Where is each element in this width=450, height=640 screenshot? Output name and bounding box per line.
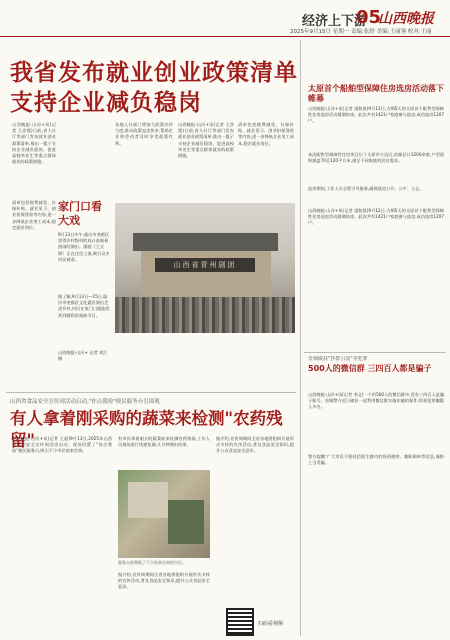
masthead [0,0,450,38]
second-body-col2: 有市民拿着刚买的蔬菜前来检测农药残留,工作人员现场进行快速检测,几分钟便出结果。 [118,436,210,448]
food-safety-photo [118,470,210,558]
lead-body-col4: 清单包括税费减免、社保补贴、就业见习、创业担保贷款等内容,进一步降低企业用工成本,稳定就业岗位。 [238,122,294,146]
right-body-1c: 选房期间,工作人员全程引导服务,确保选房公开、公平、公正。 [308,186,424,191]
sidebar-box [58,200,110,362]
sidebar-body2: 据了解,9月13日—15日,临汾市尧都区文化惠民演出走进乡村,村民在家门口就能欣赏到精彩的戏曲节目。 [58,294,110,318]
second-body-col3: 据介绍,宣传周期间全省各地将组织开展形式多样的宣传活动,普及食品安全知识,提升公众食品安全意识。 [216,436,294,454]
lead-headline [10,58,300,118]
second-kicker: 山西省食品安全宣传周活动启动,"你点我检"便民服务台引围观 [10,399,160,405]
section-name: 经济上下游 [302,14,368,29]
lead-headline-line2: 支持企业减负稳岗 [10,90,202,116]
right-body-1d: 山西晚报·山河+讯(记者 梁如凯)9月12日,为期5天的太原首个配售型保障性住房选房活动圆满结束。此次共有1421户家庭参与选房,成功选房1207户。 [308,208,444,226]
lead-body-col1b: 清单包括税费减免、社保补贴、就业见习、创业担保贷款等内容,进一步降低企业用工成本,稳定就业岗位。 [12,200,56,230]
right-title-2: 500人的微信群 三四百人都是骗子 [308,364,432,373]
qr-code[interactable] [226,608,254,636]
lead-body-col1: 山西晚报·山河+讯(记者 王彦霞)日前,省人社厅等部门发布就业创业政策清单,推出一揽子支持企业减负稳岗、促进高校毕业生等重点群体就业的政策措施。 [12,122,56,165]
right-body-2b: 警方提醒:广大市民不要轻信陌生群内的投资理财、兼职刷单等信息,谨防上当受骗。 [308,454,444,466]
right-body-1b: 本次配售型保障性住房项目位于太原市小店区,房源总计1200余套,户型面积涵盖70至120平方米,满足不同家庭的居住需求。 [308,152,444,164]
second-body-col1: 山西晚报·山河+讯(记者 王丽)9月13日,2025年山西省食品安全宣传周活动启动。现场设置了"你点我检"便民服务台,吸引不少市民前来咨询。 [12,436,112,454]
qr-label: 扫码看视频 [258,621,284,627]
right-title-1: 太原首个船舶型保障住房选房活动落下帷幕 [308,84,444,103]
theater-photo [115,203,295,333]
lead-body-col3: 山西晚报·山河+讯(记者 王彦霞)日前,省人社厅等部门发布就业创业政策清单,推出一揽子支持企业减负稳岗、促进高校毕业生等重点群体就业的政策措施。 [178,122,234,159]
masthead-rule [0,36,450,37]
theater-sign: 山西省青州剧团 [155,258,255,272]
newspaper-logo: 山西晚报 [378,11,434,27]
date-line: 2025年9月15日 星期一 责编:张婷 美编:王丽翎 校对:王丽 [290,29,432,35]
sidebar-body: 9月13日中午,临汾市尧都区贾得乡村级村的戏台前观看热闹的演出。蒲剧《王宝钏》正在这里上演,吸引众多村民观看。 [58,232,110,262]
lead-headline-line1: 我省发布就业创业政策清单 [10,60,298,86]
sidebar-title: 家门口看大戏 [58,200,102,227]
second-body-col2b: 据介绍,宣传周期间全省各地将组织开展形式多样的宣传活动,普及食品安全知识,提升公众食品安全意识。 [118,572,210,590]
right-body-1: 山西晚报·山河+讯(记者 梁如凯)9月12日,为期5天的太原首个配售型保障性住房选房活动圆满结束。此次共有1421户家庭参与选房,成功选房1207户。 [308,106,444,124]
photo-caption: 服务台前聚集了不少前来咨询的市民。 [118,560,186,565]
page-number: 05 [356,7,382,28]
right-kicker-2: 晋城破获"抄群引流"等犯罪 [308,356,368,362]
sidebar-credit: 山西晚报·山河+ 记者 刘江摄 [58,350,108,362]
lead-body-col2: 各地人社部门将加大政策宣传力度,推动政策直达快享,帮助企业和劳动者及时享受政策红利。 [115,122,173,146]
second-headline: 有人拿着刚采购的蔬菜来检测"农药残留" [10,409,283,450]
right-body-2: 山西晚报·山河+讯(记者 李文)一个约500人的微信群中,竟有三四百人是骗子账号。晋城警方近日破获一起利用微信群实施诈骗的案件,抓获犯罪嫌疑人多名。 [308,392,444,410]
